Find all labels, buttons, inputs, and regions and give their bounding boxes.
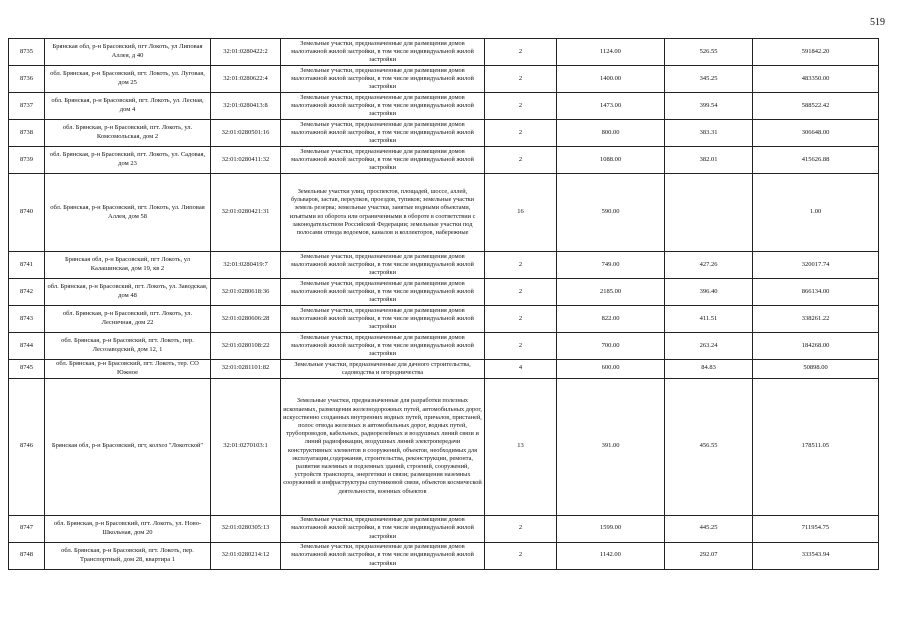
land-use-description-cell: Земельные участки, предназначенные для размещения домов малоэтажной жилой застройки, в том числе индивидуальной жилой застройки	[281, 147, 485, 174]
specific-value-cell: 292.07	[665, 542, 753, 569]
cadastral-value-cell: 50898.00	[753, 360, 879, 379]
row-id-cell: 8735	[9, 39, 45, 66]
group-number-cell: 2	[485, 306, 557, 333]
address-cell: обл. Брянская, р-н Брасовский, пгт. Локоть, ул. Луговая, дом 25	[45, 66, 211, 93]
group-number-cell: 2	[485, 147, 557, 174]
address-cell: обл. Брянская, р-н Брасовский, пгт. Локоть, ул. Ново-Школьная, дом 20	[45, 515, 211, 542]
row-id-cell: 8736	[9, 66, 45, 93]
row-id-cell: 8745	[9, 360, 45, 379]
cadastral-number-cell: 32:01:0270103:1	[211, 378, 281, 515]
address-cell: обл. Брянская, р-н Брасовский, пгт. Локоть, ул. Заводская, дом 48	[45, 279, 211, 306]
row-id-cell: 8739	[9, 147, 45, 174]
cadastral-value-cell: 483350.00	[753, 66, 879, 93]
area-cell: 600.00	[557, 360, 665, 379]
land-use-description-cell: Земельные участки, предназначенные для размещения домов малоэтажной жилой застройки, в том числе индивидуальной жилой застройки	[281, 93, 485, 120]
specific-value-cell: 396.40	[665, 279, 753, 306]
cadastral-value-cell: 338261.22	[753, 306, 879, 333]
group-number-cell: 16	[485, 174, 557, 252]
cadastral-value-cell: 415626.88	[753, 147, 879, 174]
cadastral-number-cell: 32:01:0280214:12	[211, 542, 281, 569]
address-cell: Брянская обл, р-н Брасовский, пгт Локоть, ул Калашинская, дом 19, кв 2	[45, 252, 211, 279]
row-id-cell: 8740	[9, 174, 45, 252]
specific-value-cell: 411.51	[665, 306, 753, 333]
row-id-cell: 8743	[9, 306, 45, 333]
table-row	[9, 333, 879, 360]
row-id-cell: 8744	[9, 333, 45, 360]
group-number-cell: 2	[485, 279, 557, 306]
cadastral-value-cell: 320017.74	[753, 252, 879, 279]
specific-value-cell: 84.83	[665, 360, 753, 379]
group-number-cell: 2	[485, 515, 557, 542]
group-number-cell: 2	[485, 252, 557, 279]
row-id-cell: 8746	[9, 378, 45, 515]
land-use-description-cell: Земельные участки, предназначенные для размещения домов малоэтажной жилой застройки, в том числе индивидуальной жилой застройки	[281, 542, 485, 569]
group-number-cell: 2	[485, 39, 557, 66]
address-cell: обл. Брянская, р-н Брасовский, пгт. Локоть, пер. Лесозаводский, дом 12, 1	[45, 333, 211, 360]
group-number-cell: 2	[485, 333, 557, 360]
group-number-cell: 13	[485, 378, 557, 515]
specific-value-cell: 399.54	[665, 93, 753, 120]
area-cell: 391.00	[557, 378, 665, 515]
cadastral-number-cell: 32:01:0280413:8	[211, 93, 281, 120]
table-row	[9, 120, 879, 147]
table-row	[9, 360, 879, 379]
group-number-cell: 2	[485, 93, 557, 120]
address-cell: обл. Брянская, р-н Брасовский, пгт. Локоть, ул. Липовая Аллея, дом 58	[45, 174, 211, 252]
specific-value-cell: 526.55	[665, 39, 753, 66]
row-id-cell: 8737	[9, 93, 45, 120]
cadastral-value-cell: 333543.94	[753, 542, 879, 569]
cadastral-value-cell: 184268.00	[753, 333, 879, 360]
land-use-description-cell: Земельные участки, предназначенные для размещения домов малоэтажной жилой застройки, в том числе индивидуальной жилой застройки	[281, 120, 485, 147]
row-id-cell: 8741	[9, 252, 45, 279]
address-cell: обл. Брянская, р-н Брасовский, пгт. Локоть, ул. Лесная, дом 4	[45, 93, 211, 120]
land-use-description-cell: Земельные участки, предназначенные для размещения домов малоэтажной жилой застройки, в том числе индивидуальной жилой застройки	[281, 333, 485, 360]
specific-value-cell: 382.01	[665, 147, 753, 174]
table-body	[9, 39, 879, 570]
row-id-cell: 8738	[9, 120, 45, 147]
cadastral-number-cell: 32:01:0280618:36	[211, 279, 281, 306]
cadastral-value-cell: 178511.05	[753, 378, 879, 515]
cadastral-number-cell: 32:01:0280419:7	[211, 252, 281, 279]
address-cell: Брянская обл, р-н Брасовский, пгт Локоть, ул Липовая Аллея, д 40	[45, 39, 211, 66]
area-cell: 2185.00	[557, 279, 665, 306]
group-number-cell: 4	[485, 360, 557, 379]
specific-value-cell: 383.31	[665, 120, 753, 147]
cadastral-number-cell: 32:01:0280421:31	[211, 174, 281, 252]
address-cell: Брянская обл, р-н Брасовский, пгт, колхоз "Локотской"	[45, 378, 211, 515]
table-row	[9, 279, 879, 306]
table-row	[9, 66, 879, 93]
cadastral-number-cell: 32:01:0280606:28	[211, 306, 281, 333]
cadastral-value-cell: 588522.42	[753, 93, 879, 120]
table-row	[9, 252, 879, 279]
cadastral-value-cell: 306648.00	[753, 120, 879, 147]
area-cell: 700.00	[557, 333, 665, 360]
cadastral-number-cell: 32:01:0280622:4	[211, 66, 281, 93]
cadastral-number-cell: 32:01:0280108:22	[211, 333, 281, 360]
land-use-description-cell: Земельные участки улиц, проспектов, площадей, шоссе, аллей, бульваров, застав, переулков, проездов, тупиков; земельные участки земель резерва; земельные участки, занятые водными объектами, изъятыми из оборота или ограниченными в обороте в соответствии с законодательством Российской Федерации; земельные участки под полосами отвода водоемов, каналов и коллекторов, набережные	[281, 174, 485, 252]
table-row	[9, 378, 879, 515]
cadastral-value-cell: 711954.75	[753, 515, 879, 542]
cadastral-number-cell: 32:01:0280411:32	[211, 147, 281, 174]
land-use-description-cell: Земельные участки, предназначенные для размещения домов малоэтажной жилой застройки, в том числе индивидуальной жилой застройки	[281, 252, 485, 279]
land-use-description-cell: Земельные участки, предназначенные для размещения домов малоэтажной жилой застройки, в том числе индивидуальной жилой застройки	[281, 306, 485, 333]
page-number: 519	[870, 17, 885, 28]
address-cell: обл. Брянская, р-н Брасовский, пгт. Локоть, тер. СО Южное	[45, 360, 211, 379]
land-use-description-cell: Земельные участки, предназначенные для размещения домов малоэтажной жилой застройки, в том числе индивидуальной жилой застройки	[281, 66, 485, 93]
area-cell: 1124.00	[557, 39, 665, 66]
address-cell: обл. Брянская, р-н Брасовский, пгт. Локоть, ул. Лесничная, дом 22	[45, 306, 211, 333]
area-cell: 749.00	[557, 252, 665, 279]
table-row	[9, 306, 879, 333]
row-id-cell: 8747	[9, 515, 45, 542]
specific-value-cell: 456.55	[665, 378, 753, 515]
row-id-cell: 8742	[9, 279, 45, 306]
specific-value-cell: 263.24	[665, 333, 753, 360]
table-row	[9, 39, 879, 66]
address-cell: обл. Брянская, р-н Брасовский, пгт. Локоть, ул. Садовая, дом 23	[45, 147, 211, 174]
table-row	[9, 542, 879, 569]
address-cell: обл. Брянская, р-н Брасовский, пгт. Локоть, пер. Транспортный, дом 28, квартира 1	[45, 542, 211, 569]
cadastral-number-cell: 32:01:0280501:16	[211, 120, 281, 147]
land-use-description-cell: Земельные участки, предназначенные для разработки полезных ископаемых, размещения железнодорожных путей, автомобильных дорог, искусственно созданных внутренних водных путей, причалов, пристаней, полос отвода железных и автомобильных дорог, водных путей, трубопроводов, кабельных, радиорелейных и воздушных линий связи и линий радиофикации, воздушных линий электропередачи конструктивных элементов и сооружений, объектов, необходимых для эксплуатации,содержания, строительства, реконструкции, ремонта, развития наземных и подземных зданий, строений, сооружений, устройств транспорта, энергетики и связи; размещения наземных сооружений и инфраструктуры спутниковой связи, объектов космической деятельности, военных объектов	[281, 378, 485, 515]
land-use-description-cell: Земельные участки, предназначенные для дачного строительства, садоводства и огородничества	[281, 360, 485, 379]
cadastral-value-cell: 591842.20	[753, 39, 879, 66]
address-cell: обл. Брянская, р-н Брасовский, пгт. Локоть, ул. Комсомольская, дом 2	[45, 120, 211, 147]
cadastral-table	[8, 38, 879, 570]
specific-value-cell: 345.25	[665, 66, 753, 93]
specific-value-cell: 427.26	[665, 252, 753, 279]
specific-value-cell	[665, 174, 753, 252]
land-use-description-cell: Земельные участки, предназначенные для размещения домов малоэтажной жилой застройки, в том числе индивидуальной жилой застройки	[281, 279, 485, 306]
row-id-cell: 8748	[9, 542, 45, 569]
cadastral-number-cell: 32:01:0280422:2	[211, 39, 281, 66]
area-cell: 822.00	[557, 306, 665, 333]
area-cell: 1088.00	[557, 147, 665, 174]
group-number-cell: 2	[485, 542, 557, 569]
table-row	[9, 93, 879, 120]
area-cell: 800.00	[557, 120, 665, 147]
cadastral-value-cell: 1.00	[753, 174, 879, 252]
cadastral-number-cell: 32:01:0281101:82	[211, 360, 281, 379]
area-cell: 1400.00	[557, 66, 665, 93]
land-use-description-cell: Земельные участки, предназначенные для размещения домов малоэтажной жилой застройки, в том числе индивидуальной жилой застройки	[281, 515, 485, 542]
land-use-description-cell: Земельные участки, предназначенные для размещения домов малоэтажной жилой застройки, в том числе индивидуальной жилой застройки	[281, 39, 485, 66]
group-number-cell: 2	[485, 120, 557, 147]
area-cell: 1473.00	[557, 93, 665, 120]
area-cell: 590.00	[557, 174, 665, 252]
area-cell: 1599.00	[557, 515, 665, 542]
table-row	[9, 515, 879, 542]
group-number-cell: 2	[485, 66, 557, 93]
table-row	[9, 147, 879, 174]
area-cell: 1142.00	[557, 542, 665, 569]
specific-value-cell: 445.25	[665, 515, 753, 542]
cadastral-value-cell: 866134.00	[753, 279, 879, 306]
table-row	[9, 174, 879, 252]
cadastral-number-cell: 32:01:0280305:13	[211, 515, 281, 542]
